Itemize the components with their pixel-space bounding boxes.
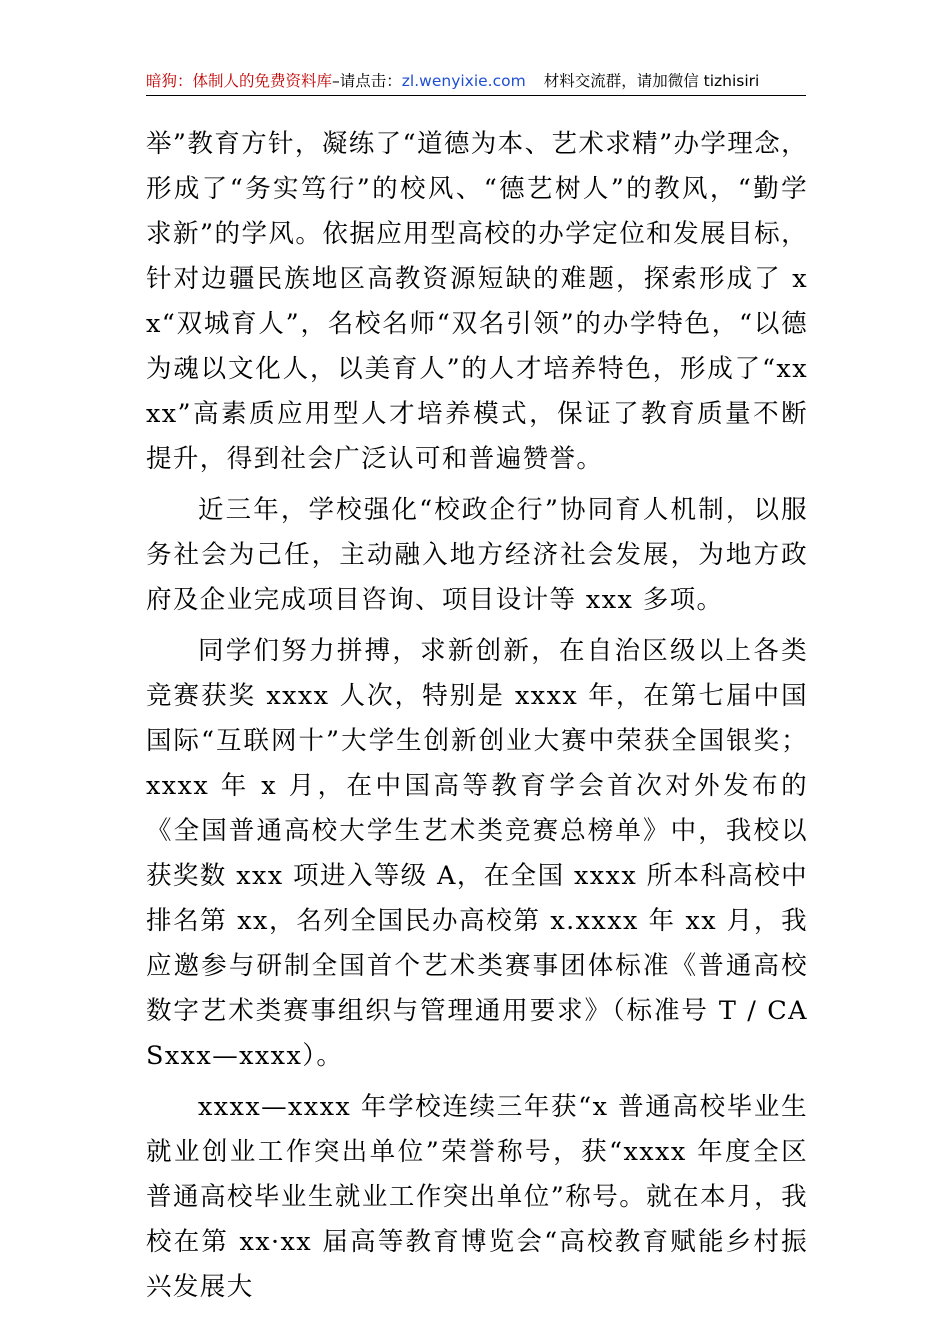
page-header	[146, 68, 806, 94]
paragraph-3: 同学们努力拼搏，求新创新，在自治区级以上各类竞赛获奖 xxxx 人次，特别是 xxxx 年，在第七届中国国际“互联网十”大学生创新创业大赛中荣获全国银奖；xxxx 年 x 月，在中国高等教育学会首次对外发布的《全国普通高校大学生艺术类竞赛总榜单》中，我校以获奖数 xxx 项进入等级 A，在全国 xxxx 所本科高校中排名第 xx，名列全国民办高校第 x.xxxx 年 xx 月，我应邀参与研制全国首个艺术类赛事团体标准《普通高校数字艺术类赛事组织与管理通用要求》（标准号 T / CASxxx—xxxx）。	[146, 636, 809, 1071]
document-body	[146, 122, 808, 1310]
header-link[interactable]: zl.wenyixie.com	[401, 72, 526, 90]
header-divider	[146, 95, 806, 96]
paragraph-4: xxxx—xxxx 年学校连续三年获“x 普通高校毕业生就业创业工作突出单位”荣誉称号，获“xxxx 年度全区普通高校毕业生就业工作突出单位”称号。就在本月，我校在第 xx·xx 届高等教育博览会“高校教育赋能乡村振兴发展大	[146, 1092, 808, 1302]
header-prompt: –请点击：	[332, 72, 402, 90]
header-brand: 暗狗：体制人的免费资料库	[146, 72, 333, 90]
paragraph-2: 近三年，学校强化“校政企行”协同育人机制，以服务社会为己任，主动融入地方经济社会发展，为地方政府及企业完成项目咨询、项目设计等 xxx 多项。	[146, 495, 808, 615]
header-group-note: 材料交流群，请加微信 tizhisiri	[543, 72, 760, 90]
paragraph-1: 举”教育方针，凝练了“道德为本、艺术求精”办学理念，形成了“务实笃行”的校风、“德艺树人”的教风，“勤学求新”的学风。依据应用型高校的办学定位和发展目标，针对边疆民族地区高教资源短缺的难题，探索形成了 xx“双城育人”，名校名师“双名引领”的办学特色，“以德为魂以文化人，以美育人”的人才培养特色，形成了“xxxx”高素质应用型人才培养模式，保证了教育质量不断提升，得到社会广泛认可和普遍赞誉。	[146, 129, 809, 474]
